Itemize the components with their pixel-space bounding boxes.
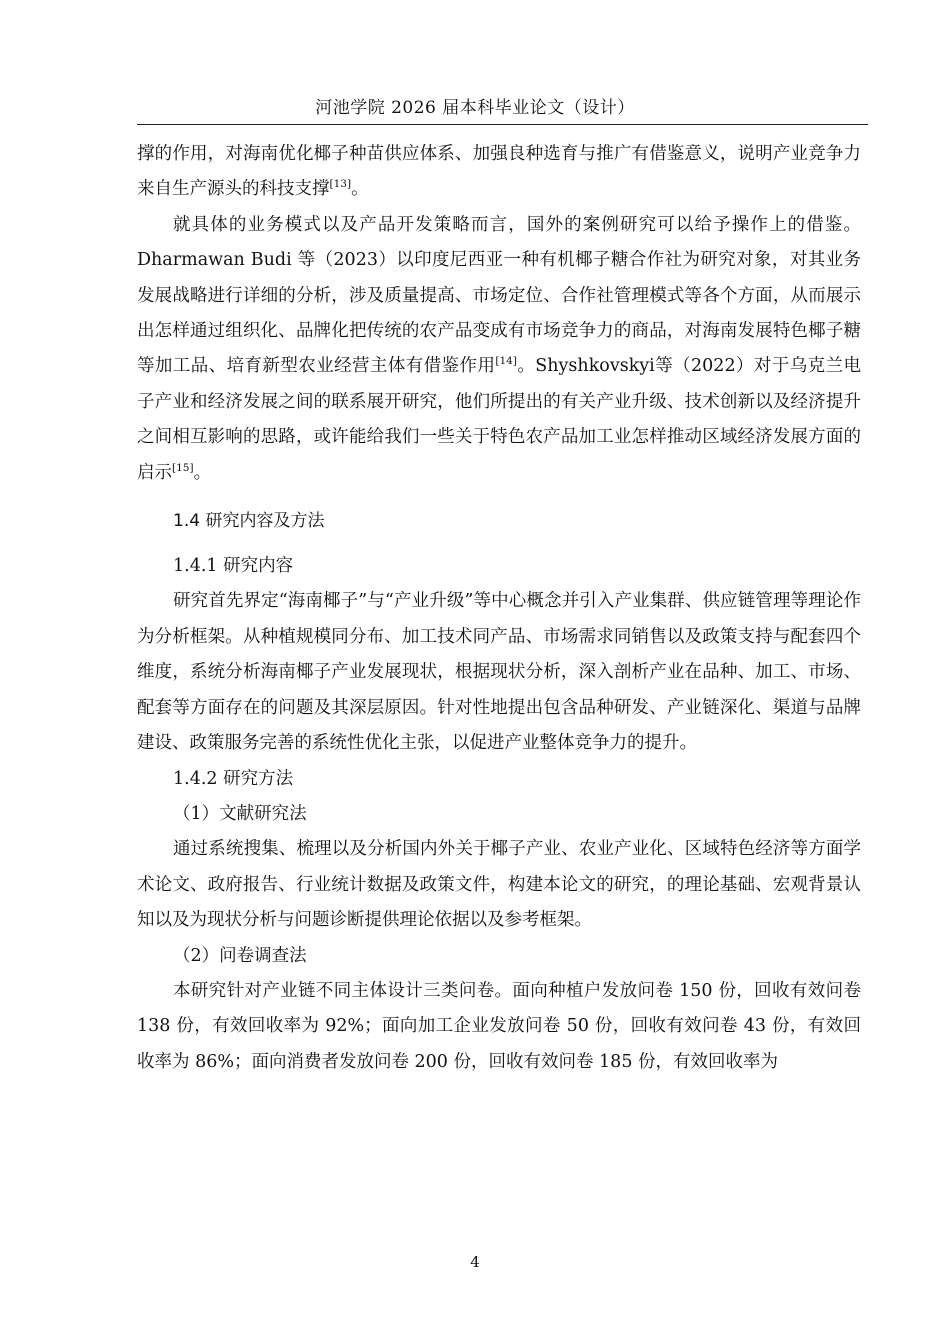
paragraph-foreign-cases bbox=[137, 208, 861, 491]
page-body bbox=[137, 137, 861, 1080]
paragraph-continuation bbox=[137, 137, 861, 208]
header-divider bbox=[137, 124, 868, 125]
subsection-heading-methods: 1.4.2 研究方法 bbox=[173, 768, 294, 789]
paragraph-survey-method: 本研究针对产业链不同主体设计三类问卷。面向种植户发放问卷 150 份，回收有效问卷 138 份，有效回收率为 92%；面向加工企业发放问卷 50 份，回收有效问卷 43 份，有效回收率为 86%；面向消费者发放问卷 200 份，回收有效问卷 185 份，有效回收率为 bbox=[137, 980, 861, 1072]
paragraph-research-content: 研究首先界定“海南椰子”与“产业升级”等中心概念并引入产业集群、供应链管理等理论作为分析框架。从种植规模同分布、加工技术同产品、市场需求同销售以及政策支持与配套四个维度，系统分析海南椰子产业发展现状，根据现状分析，深入剖析产业在品种、加工、市场、配套等方面存在的问题及其深层原因。针对性地提出包含品种研发、产业链深化、渠道与品牌建设、政策服务完善的系统性优化主张，以促进产业整体竞争力的提升。 bbox=[137, 591, 861, 754]
paragraph-text: 撑的作用，对海南优化椰子种苗供应体系、加强良种选育与推广有借鉴意义，说明产业竞争力来自生产源头的科技支撑 bbox=[137, 144, 861, 200]
citation-15: [15] bbox=[172, 461, 194, 474]
paragraph-literature-method: 通过系统搜集、梳理以及分析国内外关于椰子产业、农业产业化、区域特色经济等方面学术论文、政府报告、行业统计数据及政策文件，构建本论文的研究，的理论基础、宏观背景认知以及为现状分析与问题诊断提供理论依据以及参考框架。 bbox=[137, 839, 861, 931]
citation-14: [14] bbox=[495, 355, 517, 368]
page-number: 4 bbox=[470, 1253, 480, 1271]
paragraph-text: 就具体的业务模式以及产品开发策略而言，国外的案例研究可以给予操作上的借鉴。Dharmawan Budi 等（2023）以印度尼西亚一种有机椰子糖合作社为研究对象，对其业务发展战略进行详细的分析，涉及质量提高、市场定位、合作社管理模式等各个方面，从而展示出怎样通过组织化、品牌化把传统的农产品变成有市场竞争力的商品，对海南发展特色椰子糖等加工品、培育新型农业经营主体有借鉴作用 bbox=[137, 214, 861, 377]
citation-13: [13] bbox=[329, 178, 352, 191]
paragraph-text: 。Shyshkovskyi等（2022）对于乌克兰电子产业和经济发展之间的联系展开研究，他们所提出的有关产业升级、技术创新以及经济提升之间相互影响的思路，或许能给我们一些关于特色农产品加工业怎样推动区域经济发展方面的启示 bbox=[137, 356, 862, 483]
section-heading: 1.4 研究内容及方法 bbox=[173, 511, 325, 532]
paragraph-tail: 。 bbox=[193, 462, 212, 483]
subsection-heading-content: 1.4.1 研究内容 bbox=[173, 556, 294, 577]
method-title-literature: （1）文献研究法 bbox=[173, 803, 307, 824]
header-title: 河池学院 2026 届本科毕业论文（设计） bbox=[315, 98, 635, 118]
method-title-survey: （2）问卷调查法 bbox=[173, 945, 307, 966]
paragraph-tail: 。 bbox=[351, 179, 369, 200]
